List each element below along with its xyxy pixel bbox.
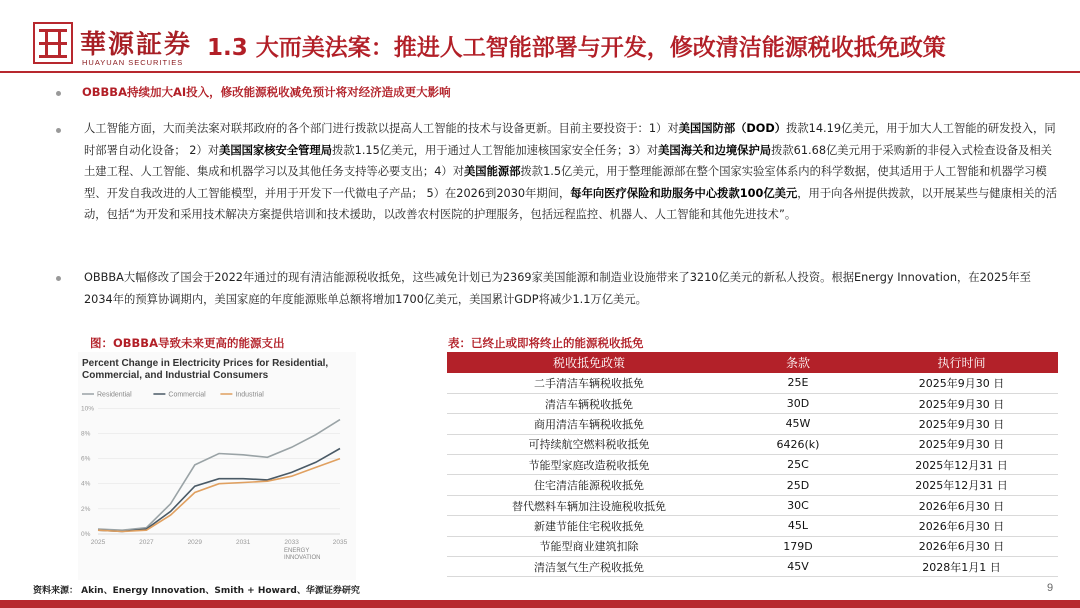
clause-cell: 179D (731, 536, 865, 556)
policy-cell: 可持续航空燃料税收抵免 (447, 434, 731, 454)
policy-cell: 节能型家庭改造税收抵免 (447, 455, 731, 475)
chart-title-line: Commercial, and Industrial Consumers (82, 370, 269, 381)
policy-cell: 商用清洁车辆税收抵免 (447, 414, 731, 434)
clause-cell: 30C (731, 495, 865, 515)
table-row (447, 414, 1058, 434)
date-cell: 2025年9月30 日 (865, 414, 1058, 434)
table-header-row (447, 352, 1058, 373)
y-tick-label: 10% (81, 405, 95, 413)
highlight-text: 每年向医疗保险和助服务中心拨款100亿美元 (570, 186, 798, 200)
legend-label-commercial: Commercial (168, 391, 206, 399)
table-row (447, 455, 1058, 475)
x-tick-label: 2035 (332, 539, 348, 546)
date-cell: 2025年12月31 日 (865, 475, 1058, 495)
policy-cell: 替代燃料车辆加注设施税收抵免 (447, 495, 731, 515)
clause-cell: 30D (731, 393, 865, 413)
paragraph-text: ，用于向各州提供拨款，以开展某些与健康相关的活动，包括“为开发和采用技术解决方案提供培训和技术援助，以改善农村医院的护理服务，包括远程监控、机器人、人工智能和其他先进技术”。 (84, 186, 1058, 221)
date-cell: 2025年9月30 日 (865, 373, 1058, 393)
paragraph-text: 拨款1.15亿美元，用于通过人工智能加速核国家安全任务；3）对 (332, 143, 659, 157)
date-cell: 2025年12月31 日 (865, 455, 1058, 475)
brand-logo-icon (33, 22, 73, 64)
date-cell: 2025年9月30 日 (865, 434, 1058, 454)
footer-bar (0, 600, 1080, 608)
table-row (447, 495, 1058, 515)
policy-cell: 新建节能住宅税收抵免 (447, 516, 731, 536)
table-row (447, 557, 1058, 577)
date-cell: 2026年6月30 日 (865, 516, 1058, 536)
paragraph-text: 人工智能方面，大而美法案对联邦政府的各个部门进行拨款以提高人工智能的技术与设备更新。目前主要投资于：1）对 (84, 122, 679, 135)
date-cell: 2026年6月30 日 (865, 536, 1058, 556)
legend-label-residential: Residential (97, 391, 132, 399)
y-tick-label: 6% (81, 455, 91, 463)
highlight-text: 美国国防部（DOD） (678, 122, 787, 135)
chart-credit-line: ENERGY (284, 548, 310, 554)
table-row (447, 536, 1058, 556)
table-caption: 表：已终止或即将终止的能源税收抵免 (448, 336, 644, 350)
chart-credit-line: INNOVATION (284, 555, 321, 561)
header-policy: 税收抵免政策 (447, 352, 731, 373)
x-tick-label: 2031 (235, 539, 251, 546)
table-row (447, 475, 1058, 495)
source-note: 资料来源： Akin、Energy Innovation、Smith + Howard、华源证券研究 (33, 586, 360, 596)
y-tick-label: 0% (81, 531, 91, 538)
bullet-dot-icon (56, 91, 61, 96)
slide-header (0, 0, 1080, 78)
energy-tax-paragraph: OBBBA大幅修改了国会于2022年通过的现有清洁能源税收抵免，这些减免计划已为2369家美国能源和制造业设施带来了3210亿美元的新私人投资。根据Energy Innovation，在2025年至2034年的预算协调期内，美国家庭的年度能源账单总额将增加1700亿美元，美国累计GDP将减少1.1万亿美元。 (84, 271, 1031, 306)
header-divider (0, 71, 1080, 73)
date-cell: 2025年9月30 日 (865, 393, 1058, 413)
chart-background (78, 352, 356, 580)
date-cell: 2026年6月30 日 (865, 495, 1058, 515)
page-title: 1.3 大而美法案：推进人工智能部署与开发，修改清洁能源税收抵免政策 (207, 35, 946, 61)
table-row (447, 516, 1058, 536)
table-row (447, 373, 1058, 393)
header-date: 执行时间 (865, 352, 1058, 373)
highlight-text: 美国国家核安全管理局 (219, 143, 333, 157)
y-tick-label: 2% (81, 505, 91, 513)
clause-cell: 45L (731, 516, 865, 536)
policy-cell: 节能型商业建筑扣除 (447, 536, 731, 556)
paragraph-text: 拨款1.5亿美元，用于整理能源部在整个国家实验室体系内的科学数据，使其适用于人工智能和机器学习模型、开发自我改进的人工智能模型，并用于开发下一代微电子产品； 5）在2026到2030年期间， (84, 165, 1047, 200)
legend-label-industrial: Industrial (235, 391, 264, 399)
tax-credit-table (447, 352, 1058, 577)
lead-bullet: OBBBA持续加大AI投入，修改能源税收减免预计将对经济造成更大影响 (82, 85, 451, 99)
policy-cell: 住宅清洁能源税收抵免 (447, 475, 731, 495)
highlight-text: 美国能源部 (464, 165, 521, 178)
bullet-dot-icon (56, 276, 61, 281)
clause-cell: 45W (731, 414, 865, 434)
brand-name: 華源証券 (80, 30, 193, 60)
x-tick-label: 2025 (90, 539, 106, 546)
y-tick-label: 8% (81, 430, 91, 438)
x-tick-label: 2033 (284, 539, 299, 546)
table-row (447, 434, 1058, 454)
policy-cell: 清洁车辆税收抵免 (447, 393, 731, 413)
table-row (447, 393, 1058, 413)
y-tick-label: 4% (81, 480, 91, 488)
paragraph-text: 拨款14.19亿美元，用于加大人工智能的研发投入，同时部署自动化设备； 2）对 (84, 122, 1056, 157)
clause-cell: 25D (731, 475, 865, 495)
clause-cell: 25E (731, 373, 865, 393)
figure-caption: 图：OBBBA导致未来更高的能源支出 (90, 336, 285, 350)
clause-cell: 45V (731, 557, 865, 577)
paragraph-text: 拨款61.68亿美元用于采购新的非侵入式检查设备及相关土建工程、人工智能、集成和机器学习以及其他任务支持等必要支出；4）对 (84, 143, 1052, 178)
policy-cell: 二手清洁车辆税收抵免 (447, 373, 731, 393)
highlight-text: 美国海关和边境保护局 (658, 143, 772, 157)
date-cell: 2028年1月1 日 (865, 557, 1058, 577)
page-number: 9 (1047, 582, 1054, 594)
brand-name-en: HUAYUAN SECURITIES (82, 58, 184, 67)
clause-cell: 25C (731, 455, 865, 475)
x-tick-label: 2029 (187, 539, 203, 546)
ai-funding-paragraph (84, 118, 1059, 226)
bullet-dot-icon (56, 128, 61, 133)
clause-cell: 6426(k) (731, 434, 865, 454)
electricity-price-chart (78, 352, 356, 580)
chart-title-line: Percent Change in Electricity Prices for Residential, (82, 358, 329, 369)
policy-cell: 清洁氢气生产税收抵免 (447, 557, 731, 577)
header-clause: 条款 (731, 352, 865, 373)
x-tick-label: 2027 (139, 539, 154, 546)
